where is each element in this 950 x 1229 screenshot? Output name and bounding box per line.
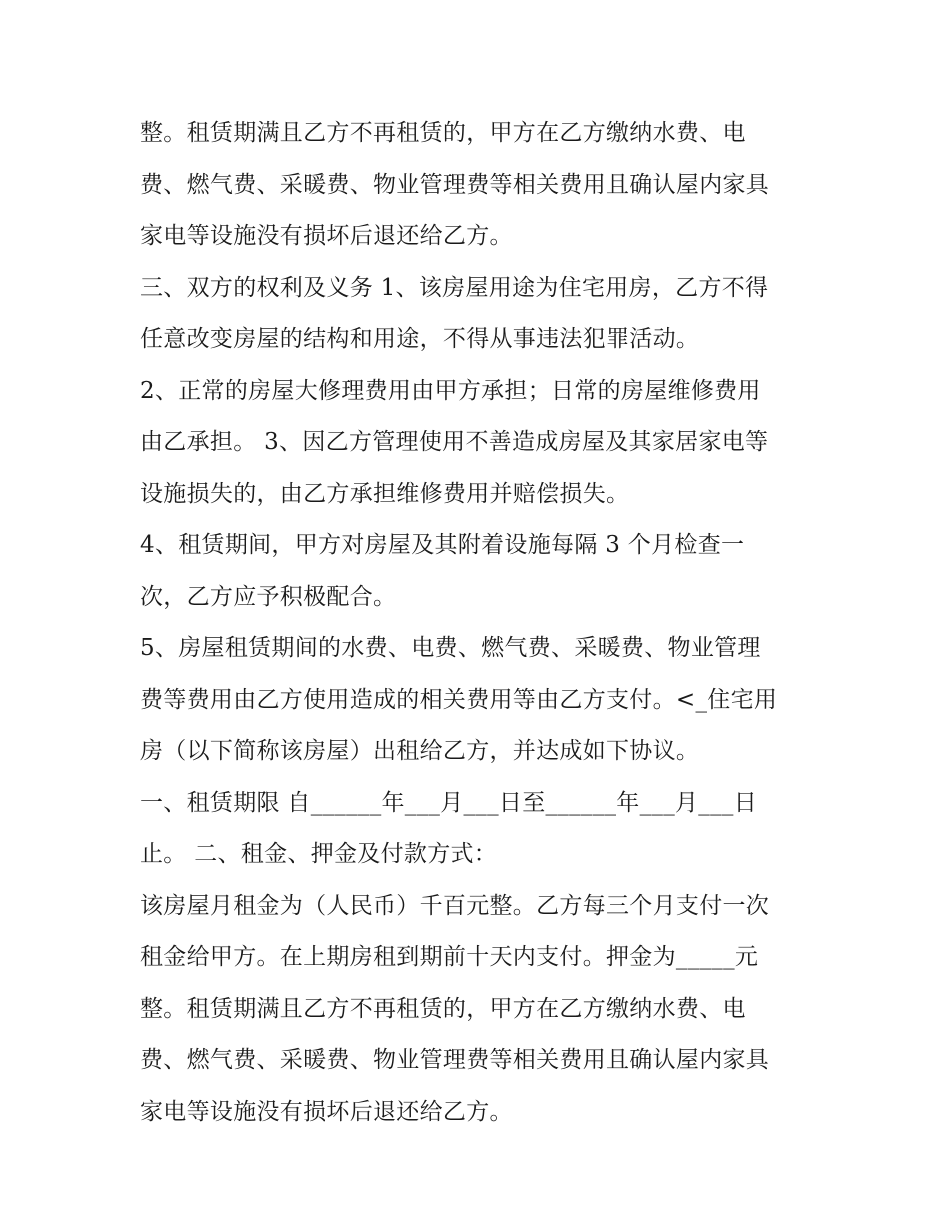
text-line: 家电等设施没有损坏后退还给乙方。	[140, 1098, 513, 1125]
text-line: 止。 二、租金、押金及付款方式：	[140, 841, 498, 867]
document-body	[140, 108, 840, 1138]
text-line: 费、燃气费、采暖费、物业管理费等相关费用且确认屋内家具	[140, 171, 770, 198]
text-line: 费、燃气费、采暖费、物业管理费等相关费用且确认屋内家具	[140, 1047, 770, 1073]
text-line: 整。租赁期满且乙方不再租赁的，甲方在乙方缴纳水费、电	[140, 995, 746, 1022]
text-line: 一、租赁期限 自______年___月___日至______年___月___日	[140, 789, 758, 816]
text-line: 4、租赁期间，甲方对房屋及其附着设施每隔 3 个月检查一	[140, 532, 745, 558]
text-line: 5、房屋租赁期间的水费、电费、燃气费、采暖费、物业管理	[140, 635, 761, 661]
text-line: 2、正常的房屋大修理费用由甲方承担；日常的房屋维修费用	[140, 377, 761, 404]
text-line: 由乙承担。 3、因乙方管理使用不善造成房屋及其家居家电等	[140, 429, 769, 455]
text-line: 整。租赁期满且乙方不再租赁的，甲方在乙方缴纳水费、电	[140, 120, 746, 146]
text-line: 次，乙方应予积极配合。	[140, 583, 397, 610]
text-line: 三、双方的权利及义务 1、该房屋用途为住宅用房，乙方不得	[140, 274, 769, 301]
text-line: 家电等设施没有损坏后退还给乙方。	[140, 223, 513, 249]
text-line: 该房屋月租金为（人民币）千百元整。乙方每三个月支付一次	[140, 892, 770, 919]
text-line: 费等费用由乙方使用造成的相关费用等由乙方支付。<_住宅用	[140, 686, 778, 713]
text-line: 任意改变房屋的结构和用途，不得从事违法犯罪活动。	[140, 326, 700, 352]
text-line: 房（以下简称该房屋）出租给乙方，并达成如下协议。	[140, 738, 700, 764]
text-line: 租金给甲方。在上期房租到期前十天内支付。押金为_____元	[140, 944, 759, 970]
text-line: 设施损失的，由乙方承担维修费用并赔偿损失。	[140, 480, 630, 507]
